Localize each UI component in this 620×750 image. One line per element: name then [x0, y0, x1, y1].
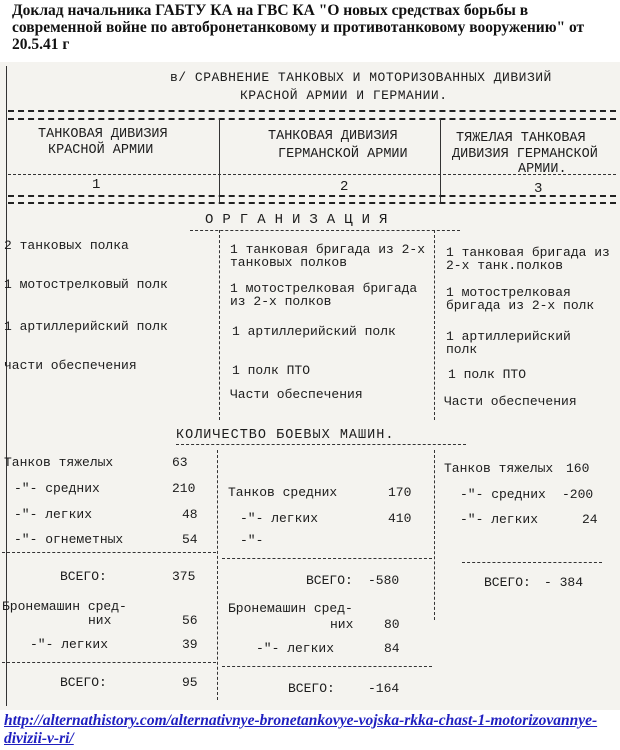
org-col1-item: 1 артиллерийский полк [4, 319, 168, 334]
combat-col2-value: 170 [388, 485, 412, 500]
combat-col2-total-value: -580 [368, 573, 400, 588]
combat-col1-armored-label: Бронемашин сред- [2, 599, 127, 614]
org-col1-item: 1 мотострелковый полк [4, 277, 168, 292]
organization-heading: ОРГАНИЗАЦИЯ [205, 212, 397, 228]
combat-col2-value: 410 [388, 511, 412, 526]
combat-col1-value: 54 [182, 532, 198, 547]
org-col2-item: Части обеспечения [230, 387, 363, 402]
org-col3-item: 1 танковая бригада из 2-х танк.полков [446, 245, 610, 273]
combat-col1-armored-value: 39 [182, 637, 198, 652]
combat-col2-sum-rule [222, 558, 432, 559]
combat-col1-value: 210 [172, 481, 196, 496]
combat-col1-value: 63 [172, 455, 188, 470]
org-col1-item: части обеспечения [4, 358, 137, 373]
org-col3-item: 1 мотострелковая бригада из 2-х полк [446, 285, 595, 313]
col3-header-line3: АРМИИ. [518, 162, 567, 177]
combat-col3-sum-rule [462, 562, 602, 563]
section-title-line2: КРАСНОЙ АРМИИ И ГЕРМАНИИ. [240, 88, 448, 103]
org-col3-item: Части обеспечения [444, 394, 577, 409]
combat-heading-underline [176, 444, 466, 445]
section-title-line1: в/ СРАВНЕНИЕ ТАНКОВЫХ И МОТОРИЗОВАННЫХ ДИВИЗИЙ [170, 70, 552, 85]
combat-col1-armored-total-label: ВСЕГО: [60, 675, 107, 690]
combat-col1-total-label: ВСЕГО: [60, 569, 107, 584]
page-title: Доклад начальника ГАБТУ КА на ГВС КА "О новых средствах борьбы в современной войне по автобронетанковому и противотанковому вооружению" от 20.5.41 г [12, 2, 585, 53]
combat-col2-total-label: ВСЕГО: [306, 573, 353, 588]
source-link[interactable]: http://alternathistory.com/alternativnye-bronetankovye-vojska-rkka-chast-1-motorizovannye-divizii-v-ri/ [4, 712, 598, 747]
combat-col2-armored-total-label: ВСЕГО: [288, 681, 335, 696]
organization-heading-underline [190, 230, 460, 231]
combat-col1-armored-rule [2, 662, 216, 663]
combat-col1-label: -"- огнеметных [14, 532, 124, 547]
number-bottom-rule [8, 195, 616, 197]
combat-col2-armored-total-value: -164 [368, 681, 400, 696]
combat-col3-total-value: - 384 [544, 575, 584, 590]
combat-col1-armored-value: 56 [182, 613, 198, 628]
combat-divider-1 [217, 450, 218, 700]
col2-number: 2 [340, 179, 349, 195]
header-mid-rule [8, 174, 616, 175]
number-divider-2 [440, 174, 441, 202]
combat-col3-label: -"- средних [460, 487, 546, 502]
org-divider-2 [434, 230, 435, 420]
combat-col1-armored-label: них [88, 613, 112, 628]
col2-header-line2: ГЕРМАНСКОЙ АРМИИ [278, 147, 408, 162]
org-col2-item: 1 мотострелковая бригада из 2-х полков [230, 281, 418, 309]
org-col3-item: 1 артиллерийский полк [446, 329, 571, 357]
combat-col3-value: 160 [566, 461, 590, 476]
col3-header-line2: ДИВИЗИЯ ГЕРМАНСКОЙ [452, 147, 598, 162]
combat-col1-total-value: 375 [172, 569, 196, 584]
combat-col1-label: -"- легких [14, 507, 93, 522]
table-top-rule-2 [8, 118, 616, 120]
combat-col3-label: Танков тяжелых [444, 461, 554, 476]
scanned-document [0, 62, 620, 710]
combat-col2-armored-label: них [330, 617, 354, 632]
table-top-rule [8, 110, 616, 112]
org-col3-item: 1 полк ПТО [448, 367, 527, 382]
combat-col1-sum-rule [2, 552, 216, 553]
combat-col2-armored-label: Бронемашин сред- [228, 601, 353, 616]
combat-col3-value: 24 [582, 512, 598, 527]
number-divider-1 [219, 174, 220, 202]
combat-col1-label: -"- средних [14, 481, 100, 496]
combat-col2-label: Танков средних [228, 485, 338, 500]
col1-header-line1: ТАНКОВАЯ ДИВИЗИЯ [38, 127, 168, 142]
org-col2-item: 1 полк ПТО [232, 363, 311, 378]
combat-col1-armored-total-value: 95 [182, 675, 198, 690]
col1-header-line2: КРАСНОЙ АРМИИ [48, 143, 154, 158]
combat-divider-2 [434, 450, 435, 620]
col2-header-line1: ТАНКОВАЯ ДИВИЗИЯ [268, 129, 398, 144]
org-col1-item: 2 танковых полка [4, 238, 129, 253]
combat-col3-label: -"- легких [460, 512, 539, 527]
combat-col2-armored-label: -"- легких [256, 641, 335, 656]
combat-col2-armored-value: 84 [384, 641, 400, 656]
combat-col2-label: -"- [240, 533, 264, 548]
col3-header-line1: ТЯЖЕЛАЯ ТАНКОВАЯ [456, 131, 586, 146]
combat-col2-armored-value: 80 [384, 617, 400, 632]
org-col2-item: 1 танковая бригада из 2-х танковых полков [230, 242, 426, 270]
col1-number: 1 [92, 177, 101, 193]
number-bottom-rule-2 [8, 202, 616, 204]
combat-col2-armored-rule [222, 666, 432, 667]
combat-col1-value: 48 [182, 507, 198, 522]
combat-col1-label: Танков тяжелых [4, 455, 114, 470]
org-divider-1 [219, 230, 220, 420]
combat-col3-value: -200 [562, 487, 594, 502]
combat-col2-label: -"- легких [240, 511, 319, 526]
combat-col1-armored-label: -"- легких [30, 637, 109, 652]
combat-vehicles-heading: КОЛИЧЕСТВО БОЕВЫХ МАШИН. [176, 428, 395, 443]
org-col2-item: 1 артиллерийский полк [232, 324, 396, 339]
combat-col3-total-label: ВСЕГО: [484, 575, 531, 590]
col3-number: 3 [534, 181, 543, 197]
